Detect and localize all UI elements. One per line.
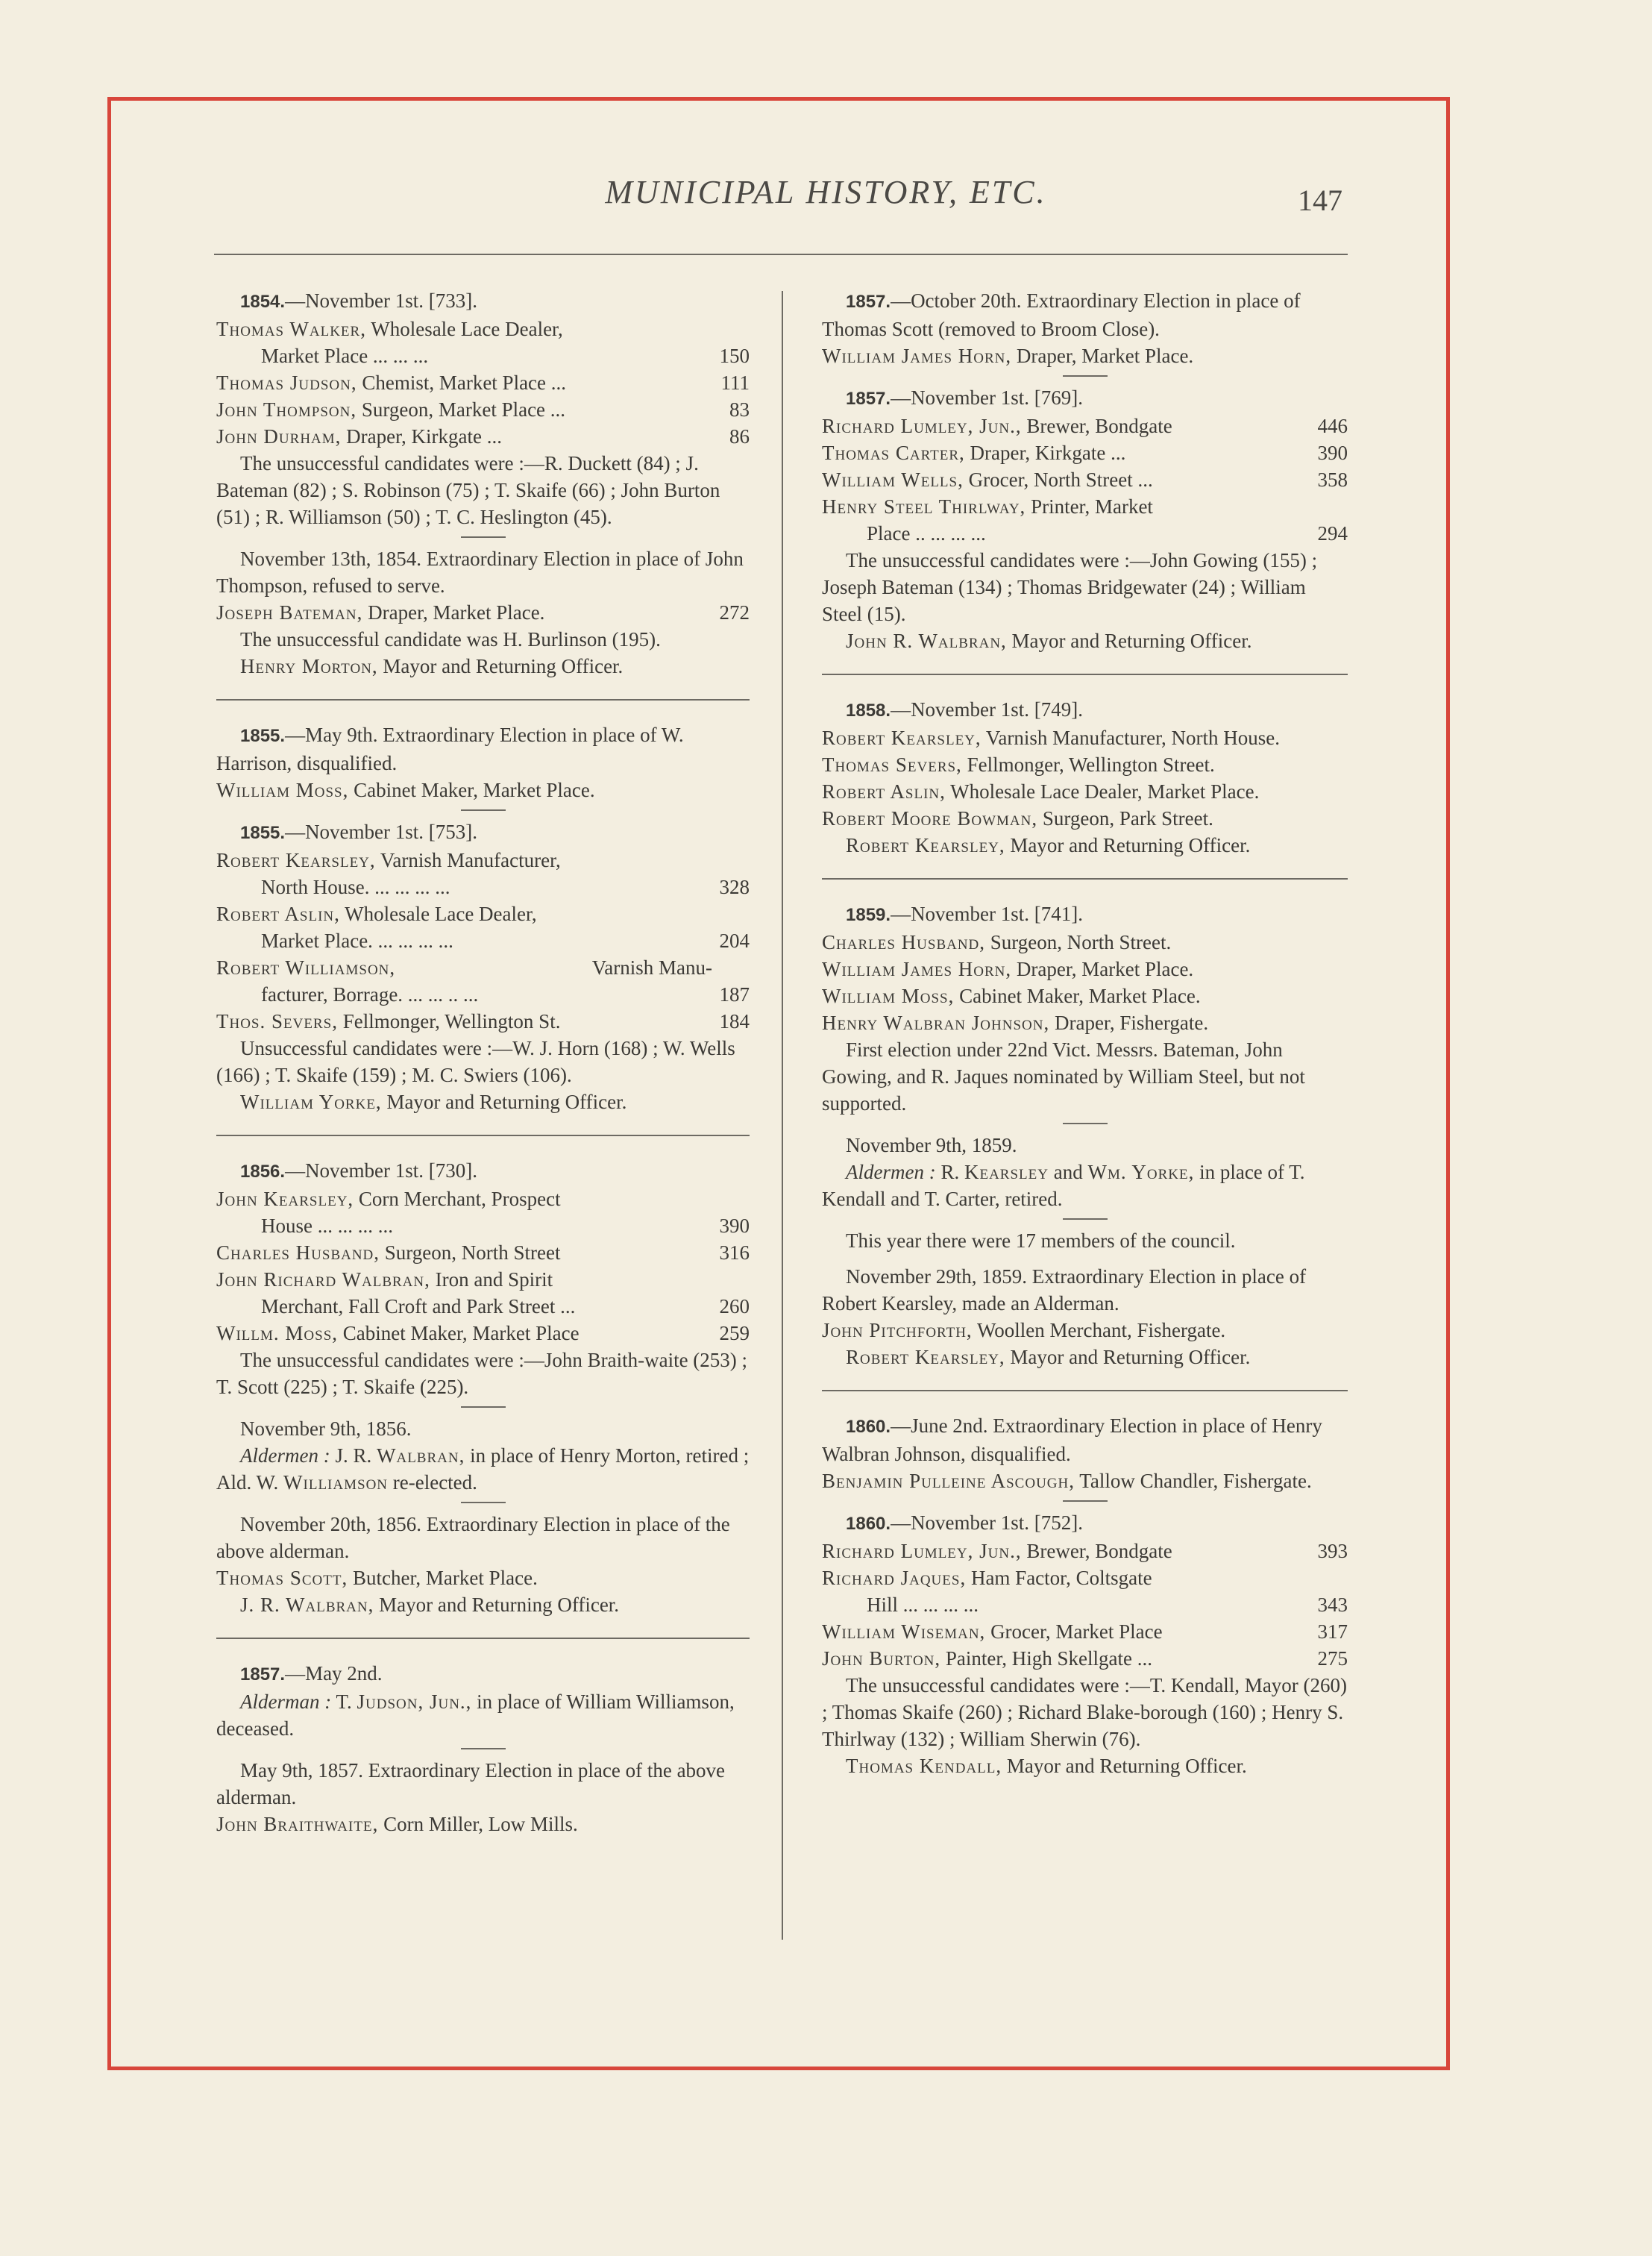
short-rule	[1063, 1218, 1108, 1220]
candidate-entry: Market Place. ... ... ... ... 204	[261, 930, 750, 952]
mayor-line: John R. Walbran, Mayor and Returning Officer.	[846, 630, 1252, 652]
candidate-entry: Merchant, Fall Croft and Park Street ... 260	[261, 1295, 750, 1317]
section-1860-june: 1860.—June 2nd. Extraordinary Election in place of Henry Walbran Johnson, disqualified. Benjamin Pulleine Ascough, Tallow Chandler, Fishergate.	[822, 1412, 1348, 1502]
unsuccessful-candidates: Unsuccessful candidates were :—W. J. Horn (168) ; W. Wells (166) ; T. Skaife (159) ; M. C. Swiers (106).	[216, 1037, 735, 1086]
column-divider	[782, 291, 783, 1940]
section-1858-november: 1858.—November 1st. [749]. Robert Kearsley, Varnish Manufacturer, North House. Thomas Severs, Fellmonger, Wellington Street. Robert Aslin, Wholesale Lace Dealer, Market Place. Robert Moore Bowman, Surgeon, Park Street. Robert Kearsley, Mayor and Returning Officer.	[822, 696, 1348, 859]
extraordinary-election-note: November 13th, 1854. Extraordinary Election in place of John Thompson, refused to serve.	[216, 548, 744, 597]
section-1857-october: 1857.—October 20th. Extraordinary Election in place of Thomas Scott (removed to Broom Close). William James Horn, Draper, Market Place.	[822, 287, 1348, 377]
section-rule	[216, 699, 750, 701]
short-rule	[461, 1502, 506, 1503]
section-1855-november: 1855.—November 1st. [753]. Robert Kearsley, Varnish Manufacturer, North House. ... ... ... ... 328 Robert Aslin, Wholesale Lace Dealer, Market Place. ... ... ... ... 204 Robert Williamson, Varnish Manu- facturer, Borrage. ... ... .. ... 187 Thos. Severs, Fellmonger, Wellington St. 184 Unsuccessful candidates were :—W. J. Horn (168) ; W. Wells (166) ; T. Skaife (159) ; M. C. Swiers (106). William Yorke, Mayor and Returning Officer.	[216, 818, 750, 1115]
section-rule	[822, 878, 1348, 880]
short-rule	[461, 1748, 506, 1749]
short-rule	[461, 809, 506, 811]
candidate-entry: Thomas Carter, Draper, Kirkgate ... 390	[822, 442, 1348, 464]
left-column	[216, 287, 750, 1837]
section-1857-may: 1857.—May 2nd. Alderman : T. Judson, Jun., in place of William Williamson, deceased. May 9th, 1857. Extraordinary Election in place of the above alderman. John Braithwaite, Corn Miller, Low Mills.	[216, 1660, 750, 1837]
short-rule	[1063, 375, 1108, 377]
aldermen-note: Aldermen : J. R. Walbran, in place of Henry Morton, retired ; Ald. W. Williamson re-elected.	[216, 1444, 750, 1494]
page-number: 147	[1298, 184, 1342, 217]
short-rule	[1063, 1500, 1108, 1502]
header-rule	[214, 254, 1348, 255]
section-1854-november: 1854.—November 1st. [733]. Thomas Walker, Wholesale Lace Dealer, Market Place ... ... ... 150 Thomas Judson, Chemist, Market Place ... 111 John Thompson, Surgeon, Market Place ... 83 John Durham, Draper, Kirkgate ... 86 The unsuccessful candidates were :—R. Duckett (84) ; J. Bateman (82) ; S. Robinson (75) ; T. Skaife (66) ; John Burton (51) ; R. Williamson (50) ; T. C. Heslington (45). November 13th, 1854. Extraordinary Election in place of John Thompson, refused to serve. Joseph Bateman, Draper, Market Place. 272 The unsuccessful candidate was H. Burlinson (195). Henry Morton, Mayor and Returning Officer.	[216, 287, 750, 680]
short-rule	[1063, 1123, 1108, 1124]
section-rule	[216, 1135, 750, 1136]
page-title: MUNICIPAL HISTORY, ETC.	[605, 174, 1047, 210]
short-rule	[461, 1406, 506, 1408]
candidate-entry: House ... ... ... ... 390	[261, 1215, 750, 1237]
section-1856-november: 1856.—November 1st. [730]. John Kearsley, Corn Merchant, Prospect House ... ... ... ... 390 Charles Husband, Surgeon, North Street 316 John Richard Walbran, Iron and Spirit Merchant, Fall Croft and Park Street ... 260 Willm. Moss, Cabinet Maker, Market Place 259 The unsuccessful candidates were :—John Braith-waite (253) ; T. Scott (225) ; T. Skaife (225). November 9th, 1856. Aldermen : J. R. Walbran, in place of Henry Morton, retired ; Ald. W. Williamson re-elected. November 20th, 1856. Extraordinary Election in place of the above alderman. Thomas Scott, Butcher, Market Place. J. R. Walbran, Mayor and Returning Officer.	[216, 1157, 750, 1618]
unsuccessful-candidates: The unsuccessful candidates were :—T. Kendall, Mayor (260) ; Thomas Skaife (260) ; Richard Blake-borough (160) ; Henry S. Thirlway (132) ; William Sherwin (76).	[822, 1674, 1348, 1750]
section-1855-may: 1855.—May 9th. Extraordinary Election in place of W. Harrison, disqualified. William Moss, Cabinet Maker, Market Place.	[216, 721, 750, 811]
mayor-line: William Yorke, Mayor and Returning Officer.	[240, 1091, 627, 1113]
candidate-entry: John Thompson, Surgeon, Market Place ... 83	[216, 398, 750, 421]
short-rule	[461, 536, 506, 538]
section-1860-november: 1860.—November 1st. [752]. Richard Lumley, Jun., Brewer, Bondgate 393 Richard Jaques, Ham Factor, Coltsgate Hill ... ... ... ... 343 William Wiseman, Grocer, Market Place 317 John Burton, Painter, High Skellgate ... 275 The unsuccessful candidates were :—T. Kendall, Mayor (260) ; Thomas Skaife (260) ; Richard Blake-borough (160) ; Henry S. Thirlway (132) ; William Sherwin (76). Thomas Kendall, Mayor and Returning Officer.	[822, 1509, 1348, 1779]
candidate-entry: facturer, Borrage. ... ... .. ... 187	[261, 983, 750, 1006]
candidate-entry: John Durham, Draper, Kirkgate ... 86	[216, 425, 750, 448]
alderman-note: Alderman : T. Judson, Jun., in place of William Williamson, deceased.	[216, 1691, 735, 1740]
candidate-entry: Charles Husband, Surgeon, North Street 316	[216, 1241, 750, 1264]
candidate-entry: William Wiseman, Grocer, Market Place 317	[822, 1620, 1348, 1643]
candidate-entry: North House. ... ... ... ... 328	[261, 876, 750, 898]
section-rule	[822, 1390, 1348, 1391]
candidate-entry: Richard Lumley, Jun., Brewer, Bondgate 393	[822, 1540, 1348, 1562]
right-column	[822, 287, 1348, 1779]
unsuccessful-candidates: The unsuccessful candidates were :—John Braith-waite (253) ; T. Scott (225) ; T. Skaife (225).	[216, 1349, 748, 1398]
candidate-entry: Thos. Severs, Fellmonger, Wellington St. 184	[216, 1010, 750, 1033]
candidate-entry: Market Place ... ... ... 150	[261, 345, 750, 367]
unsuccessful-candidates: The unsuccessful candidates were :—John Gowing (155) ; Joseph Bateman (134) ; Thomas Bridgewater (24) ; William Steel (15).	[822, 549, 1318, 625]
candidate-entry: Joseph Bateman, Draper, Market Place. 272	[216, 601, 750, 624]
mayor-line: Robert Kearsley, Mayor and Returning Officer.	[846, 834, 1251, 856]
candidate-entry: Willm. Moss, Cabinet Maker, Market Place 259	[216, 1322, 750, 1344]
candidate-entry: Hill ... ... ... ... 343	[867, 1594, 1348, 1616]
mayor-line: Thomas Kendall, Mayor and Returning Officer.	[846, 1755, 1247, 1777]
section-rule	[216, 1638, 750, 1639]
candidate-entry: Thomas Judson, Chemist, Market Place ... 111	[216, 372, 750, 394]
section-rule	[822, 674, 1348, 675]
section-1857-november: 1857.—November 1st. [769]. Richard Lumley, Jun., Brewer, Bondgate 446 Thomas Carter, Draper, Kirkgate ... 390 William Wells, Grocer, North Street ... 358 Henry Steel Thirlway, Printer, Market Place .. ... ... ... 294 The unsuccessful candidates were :—John Gowing (155) ; Joseph Bateman (134) ; Thomas Bridgewater (24) ; William Steel (15). John R. Walbran, Mayor and Returning Officer.	[822, 384, 1348, 654]
candidate-entry: William Wells, Grocer, North Street ... 358	[822, 469, 1348, 491]
candidate-entry: Richard Lumley, Jun., Brewer, Bondgate 446	[822, 415, 1348, 437]
mayor-line: J. R. Walbran, Mayor and Returning Officer.	[240, 1594, 620, 1616]
section-1859-november: 1859.—November 1st. [741]. Charles Husband, Surgeon, North Street. William James Horn, Draper, Market Place. William Moss, Cabinet Maker, Market Place. Henry Walbran Johnson, Draper, Fishergate. First election under 22nd Vict. Messrs. Bateman, John Gowing, and R. Jaques nominated by William Steel, but not supported. November 9th, 1859. Aldermen : R. Kearsley and Wm. Yorke, in place of T. Kendall and T. Carter, retired. This year there were 17 members of the council. November 29th, 1859. Extraordinary Election in place of Robert Kearsley, made an Alderman. John Pitchforth, Woollen Merchant, Fishergate. Robert Kearsley, Mayor and Returning Officer.	[822, 900, 1348, 1370]
candidate-entry: Place .. ... ... ... 294	[867, 522, 1348, 545]
mayor-line: Henry Morton, Mayor and Returning Officer.	[240, 655, 624, 677]
unsuccessful-candidates: The unsuccessful candidates were :—R. Duckett (84) ; J. Bateman (82) ; S. Robinson (75) ; T. Skaife (66) ; John Burton (51) ; R. Williamson (50) ; T. C. Heslington (45).	[216, 452, 720, 528]
mayor-line: Robert Kearsley, Mayor and Returning Officer.	[846, 1346, 1251, 1368]
aldermen-note: Aldermen : R. Kearsley and Wm. Yorke, in place of T. Kendall and T. Carter, retired.	[822, 1161, 1305, 1210]
candidate-entry: John Burton, Painter, High Skellgate ... 275	[822, 1647, 1348, 1670]
